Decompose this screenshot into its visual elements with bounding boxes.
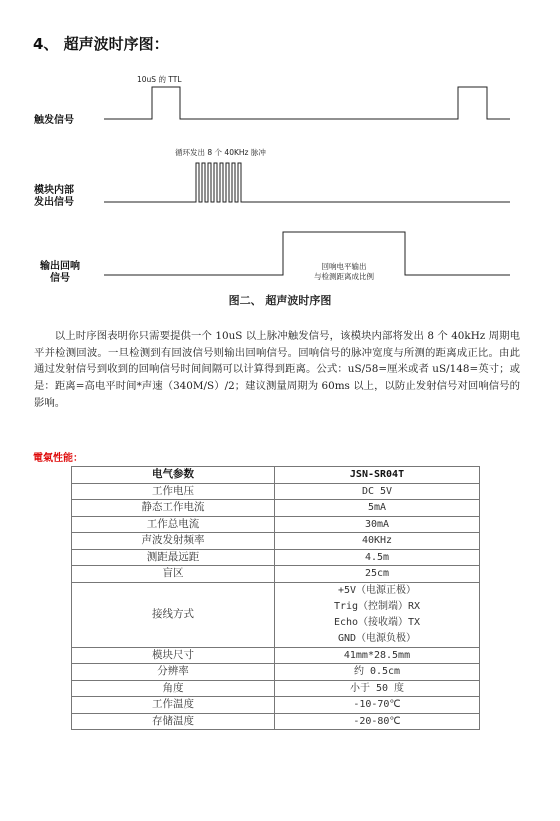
param-cell: 声波发射频率 [72,533,275,550]
burst-signal-label: 模块内部 发出信号 [34,185,74,208]
figure-caption: 图二、 超声波时序图 [228,294,332,307]
value-cell: 30mA [275,516,480,533]
value-cell: 5mA [275,500,480,517]
trigger-pulse-note: 10uS 的 TTL [137,75,182,84]
param-cell: 工作温度 [72,697,275,714]
table-row [72,516,480,533]
table-row [72,664,480,681]
trigger-waveform [104,87,510,119]
table-row [72,549,480,566]
value-cell: 41mm*28.5mm [275,647,480,664]
value-line: Trig（控制端）RX [333,600,421,612]
value-line: GND（电源负极） [337,632,417,644]
value-line: Echo（接收端）TX [333,616,421,628]
param-cell: 盲区 [72,566,275,583]
table-row [72,697,480,714]
trigger-signal-label: 触发信号 [34,115,74,126]
header-model: JSN-SR04T [275,467,480,484]
value-cell: 25cm [275,566,480,583]
description-paragraph: 以上时序图表明你只需要提供一个 10uS 以上脉冲触发信号，该模块内部将发出 8 个 40kHz 周期电平并检测回波。一旦检测到有回波信号则输出回响信号。回响信号的脉冲宽度与所测的距离成正比。由此通过发射信号到收到的回响信号时间间隔可以计算得到距离。公式：uS/58=厘米或者 uS/148=英寸；或是：距离=高电平时间*声速（340M/S）/2；建议测量周期为 60ms 以上，以防止发射信号对回响信号的影响。 [34,330,520,409]
timing-diagram [0,0,560,300]
param-cell: 测距最远距 [72,549,275,566]
value-line: +5V（电源正极） [337,584,417,596]
param-cell: 静态工作电流 [72,500,275,517]
table-row [72,533,480,550]
table-header-row [72,467,480,484]
param-cell: 存储温度 [72,713,275,730]
table-row [72,680,480,697]
section-heading: 4、 超声波时序图： [33,35,169,53]
table-row [72,566,480,583]
value-cell: 约 0.5cm [275,664,480,681]
value-cell: -10-70℃ [275,697,480,714]
param-cell: 接线方式 [72,582,275,647]
table-row [72,647,480,664]
param-cell: 工作总电流 [72,516,275,533]
value-cell: -20-80℃ [275,713,480,730]
burst-note: 循环发出 8 个 40KHz 脉冲 [175,148,266,157]
value-cell: 小于 50 度 [275,680,480,697]
value-cell: 40KHz [275,533,480,550]
param-cell: 模块尺寸 [72,647,275,664]
table-row [72,582,480,647]
value-cell: DC 5V [275,483,480,500]
value-cell: 4.5m [275,549,480,566]
param-cell: 分辨率 [72,664,275,681]
spec-heading: 電氣性能： [33,453,83,464]
value-cell [275,582,480,647]
param-cell: 工作电压 [72,483,275,500]
echo-signal-label: 输出回响 信号 [40,261,80,284]
table-row [72,500,480,517]
param-cell: 角度 [72,680,275,697]
table-row [72,483,480,500]
table-row [72,713,480,730]
burst-waveform [104,163,510,202]
spec-table [71,466,480,730]
header-param: 电气参数 [72,467,275,484]
echo-note: 回响电平输出 与检测距离成比例 [314,262,374,281]
